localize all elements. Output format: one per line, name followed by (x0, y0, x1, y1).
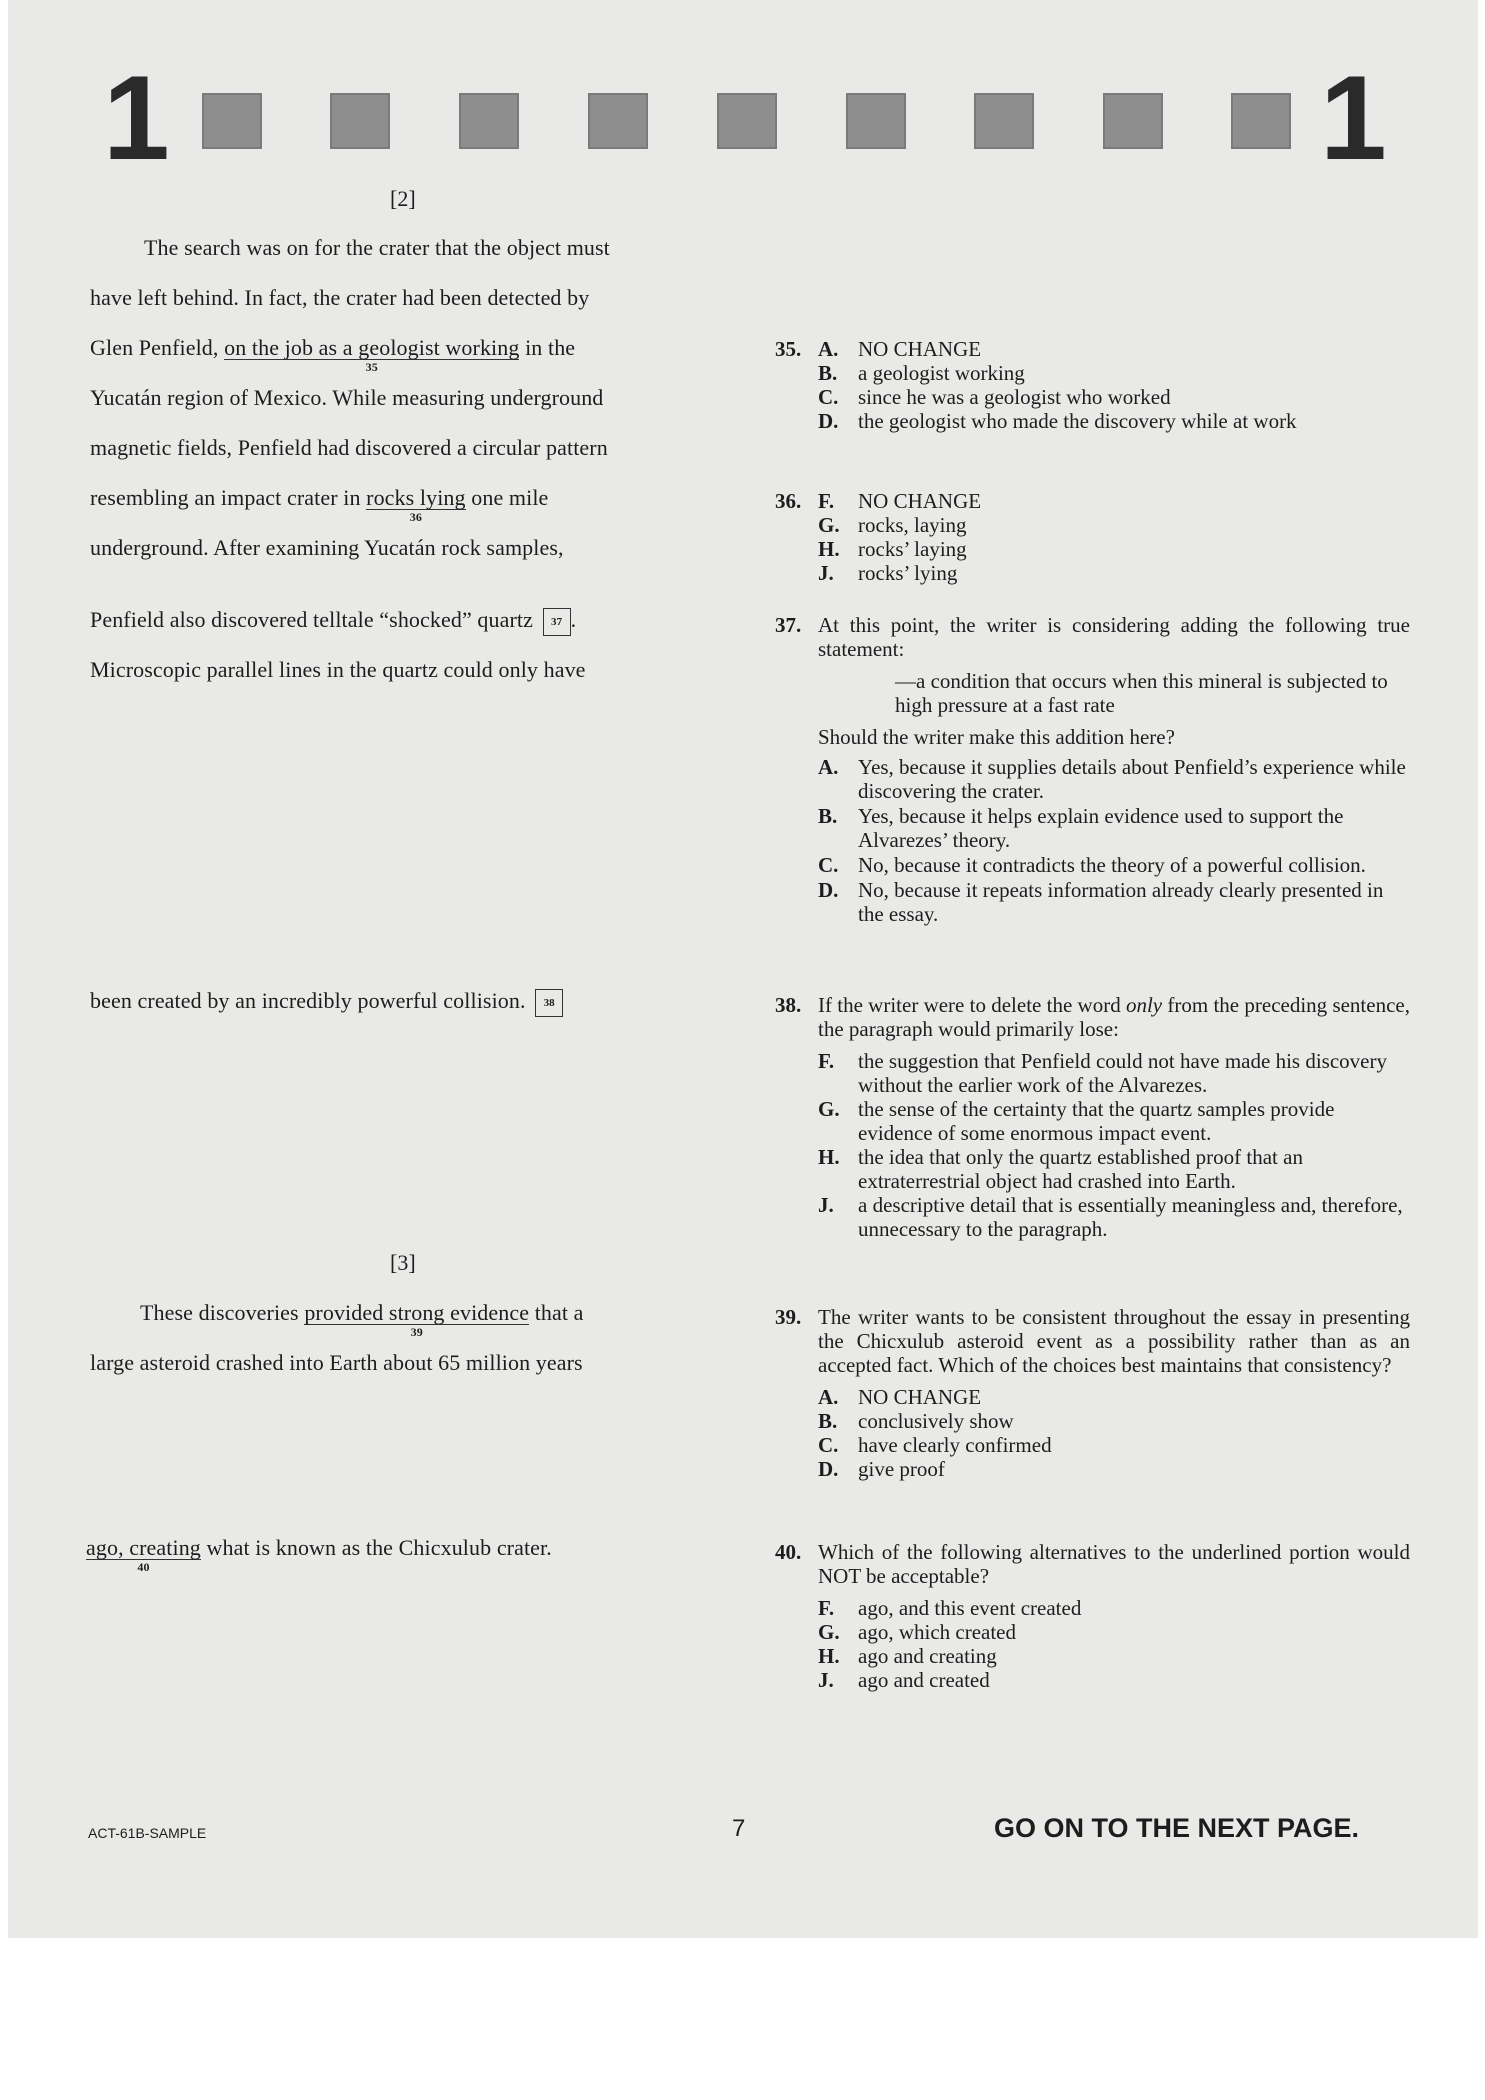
answer-option[interactable] (818, 513, 1410, 537)
option-text: No, because it contradicts the theory of a powerful collision. (858, 853, 1366, 877)
option-letter: A. (818, 337, 839, 361)
header-square (1103, 93, 1163, 149)
option-letter: D. (818, 878, 839, 902)
answer-option[interactable] (818, 1668, 1410, 1692)
answer-option[interactable] (818, 1433, 1410, 1457)
question-stem: At this point, the writer is considering adding the following true statement: (818, 613, 1410, 661)
question-number: 36. (775, 489, 802, 513)
passage-line: magnetic fields, Penfield had discovered a circular pattern (90, 435, 608, 460)
passage-text: Penfield also discovered telltale “shocked” quartz (90, 607, 539, 632)
answer-option[interactable] (818, 1049, 1410, 1097)
option-letter: G. (818, 513, 840, 537)
question-stem (818, 993, 1410, 1041)
option-text: ago and created (858, 1668, 990, 1692)
question-38 (775, 993, 1410, 1241)
passage-text: one mile (465, 485, 549, 510)
passage-text: Glen Penfield, (90, 335, 225, 360)
question-number: 40. (775, 1540, 802, 1564)
header-square (459, 93, 519, 149)
option-letter: J. (818, 1193, 834, 1217)
question-marker-36: 36 (409, 510, 422, 525)
header-square (588, 93, 648, 149)
option-letter: H. (818, 537, 840, 561)
option-letter: J. (818, 561, 834, 585)
passage-line (90, 988, 563, 1017)
question-40 (775, 1540, 1410, 1692)
option-letter: G. (818, 1097, 840, 1121)
next-page-instruction: GO ON TO THE NEXT PAGE. (994, 1813, 1360, 1843)
answer-option[interactable] (818, 1596, 1410, 1620)
option-text: conclusively show (858, 1409, 1014, 1433)
passage-line: Microscopic parallel lines in the quartz could only have (90, 657, 586, 682)
question-box-38[interactable]: 38 (535, 989, 563, 1017)
question-stem: Which of the following alternatives to the underlined portion would NOT be acceptable? (818, 1540, 1410, 1588)
option-letter: F. (818, 1596, 835, 1620)
option-text: ago and creating (858, 1644, 997, 1668)
passage-text: that a (529, 1300, 584, 1325)
passage-line (90, 485, 549, 525)
passage-text: what is known as the Chicxulub crater. (200, 1535, 552, 1560)
answer-option[interactable] (818, 385, 1410, 409)
underlined-portion-39[interactable] (304, 1300, 530, 1340)
answer-option[interactable] (818, 755, 1410, 803)
passage-text: in the (519, 335, 576, 360)
underlined-portion-35[interactable] (224, 335, 520, 375)
option-text: a descriptive detail that is essentially meaningless and, therefore, unnecessary to the paragraph. (858, 1193, 1403, 1241)
option-letter: C. (818, 1433, 839, 1457)
passage-line: have left behind. In fact, the crater had been detected by (90, 285, 590, 310)
passage-line: Yucatán region of Mexico. While measuring underground (90, 385, 604, 410)
option-text: rocks’ laying (858, 537, 967, 561)
option-letter: C. (818, 385, 839, 409)
option-text: ago, which created (858, 1620, 1017, 1644)
option-letter: F. (818, 489, 835, 513)
option-text: the geologist who made the discovery while at work (858, 409, 1297, 433)
answer-option[interactable] (818, 489, 1410, 513)
header-square (717, 93, 777, 149)
passage-line (140, 1300, 584, 1340)
stem-text: from the preceding sentence, the paragraph would primarily lose: (818, 993, 1410, 1041)
option-text: the suggestion that Penfield could not have made his discovery without the earlier work of the Alvarezes. (858, 1049, 1387, 1097)
passage-text: These discoveries (140, 1300, 305, 1325)
answer-option[interactable] (818, 1145, 1410, 1193)
header-square (974, 93, 1034, 149)
option-text: NO CHANGE (858, 337, 982, 361)
answer-option[interactable] (818, 1620, 1410, 1644)
option-letter: A. (818, 1385, 839, 1409)
header-square (202, 93, 262, 149)
underlined-portion-40[interactable] (86, 1535, 201, 1575)
option-text: NO CHANGE (858, 1385, 982, 1409)
answer-option[interactable] (818, 537, 1410, 561)
underlined-text: rocks lying (366, 485, 466, 510)
question-marker-40: 40 (137, 1560, 150, 1575)
answer-option[interactable] (818, 561, 1410, 585)
answer-option[interactable] (818, 1097, 1410, 1145)
answer-option[interactable] (818, 1409, 1410, 1433)
option-letter: B. (818, 804, 838, 828)
question-35 (775, 337, 1410, 433)
option-text: Yes, because it supplies details about Penfield’s experience while discovering the crater. (858, 755, 1406, 803)
underlined-text: ago, creating (86, 1535, 201, 1560)
option-letter: G. (818, 1620, 840, 1644)
option-text: a geologist working (858, 361, 1025, 385)
passage-line (90, 607, 576, 636)
option-letter: A. (818, 755, 839, 779)
option-letter: B. (818, 361, 838, 385)
question-36 (775, 489, 1410, 585)
option-text: since he was a geologist who worked (858, 385, 1171, 409)
header-square (846, 93, 906, 149)
passage-line (90, 335, 576, 375)
question-number: 39. (775, 1305, 802, 1329)
passage-line: underground. After examining Yucatán rock samples, (90, 535, 564, 560)
option-text: ago, and this event created (858, 1596, 1082, 1620)
underlined-text: on the job as a geologist working (224, 335, 520, 360)
header-square (330, 93, 390, 149)
option-text: the idea that only the quartz established proof that an extraterrestrial object had crashed into Earth. (858, 1145, 1303, 1193)
answer-option[interactable] (818, 853, 1410, 877)
passage-line: The search was on for the crater that the object must (144, 235, 610, 260)
answer-option[interactable] (818, 337, 1410, 361)
stem-text: If the writer were to delete the word (818, 993, 1126, 1017)
page-number: 7 (732, 1815, 746, 1842)
passage-text: resembling an impact crater in (90, 485, 367, 510)
option-text: give proof (858, 1457, 945, 1481)
option-text: rocks, laying (858, 513, 967, 537)
option-letter: B. (818, 1409, 838, 1433)
inserted-statement: —a condition that occurs when this mineral is subjected to high pressure at a fast rate (895, 669, 1388, 717)
question-number: 35. (775, 337, 802, 361)
question-stem: The writer wants to be consistent throughout the essay in presenting the Chicxulub asteroid event as a possibility rather than as an accepted fact. Which of the choices best maintains that consistency? (818, 1305, 1410, 1377)
question-box-37[interactable]: 37 (543, 608, 571, 636)
answer-option[interactable] (818, 1457, 1410, 1481)
paragraph-number: [2] (390, 186, 416, 211)
option-letter: D. (818, 409, 839, 433)
option-text: No, because it repeats information already clearly presented in the essay. (858, 878, 1384, 926)
question-marker-35: 35 (365, 360, 378, 375)
question-37 (775, 613, 1410, 927)
passage-line: large asteroid crashed into Earth about 65 million years (90, 1350, 583, 1375)
question-39 (775, 1305, 1410, 1481)
question-number: 37. (775, 613, 802, 637)
underlined-text: provided strong evidence (304, 1300, 530, 1325)
option-text: Yes, because it helps explain evidence used to support the Alvarezes’ theory. (858, 804, 1344, 852)
option-letter: D. (818, 1457, 839, 1481)
answer-option[interactable] (818, 804, 1410, 852)
form-code: ACT-61B-SAMPLE (88, 1825, 207, 1841)
answer-option[interactable] (818, 1193, 1410, 1241)
header-square (1231, 93, 1291, 149)
option-text: the sense of the certainty that the quartz samples provide evidence of some enormous impact event. (858, 1097, 1335, 1145)
answer-option[interactable] (818, 361, 1410, 385)
option-letter: H. (818, 1145, 840, 1169)
section-number-left: 1 (103, 51, 170, 185)
paragraph-number: [3] (390, 1250, 416, 1275)
question-number: 38. (775, 993, 802, 1017)
passage-text: been created by an incredibly powerful collision. (90, 988, 532, 1013)
answer-option[interactable] (818, 1644, 1410, 1668)
underlined-portion-36[interactable] (366, 485, 466, 525)
passage-text: . (570, 607, 577, 632)
option-text: NO CHANGE (858, 489, 982, 513)
passage-line (86, 1535, 552, 1575)
option-letter: F. (818, 1049, 835, 1073)
stem-emphasis: only (1125, 993, 1163, 1017)
section-number-right: 1 (1320, 51, 1387, 185)
answer-option[interactable] (818, 1385, 1410, 1409)
option-letter: H. (818, 1644, 840, 1668)
question-marker-39: 39 (410, 1325, 423, 1340)
option-text: have clearly confirmed (858, 1433, 1052, 1457)
option-text: rocks’ lying (858, 561, 958, 585)
option-letter: C. (818, 853, 839, 877)
answer-option[interactable] (818, 878, 1410, 926)
option-letter: J. (818, 1668, 834, 1692)
question-prompt: Should the writer make this addition here? (818, 725, 1175, 749)
answer-option[interactable] (818, 409, 1410, 433)
